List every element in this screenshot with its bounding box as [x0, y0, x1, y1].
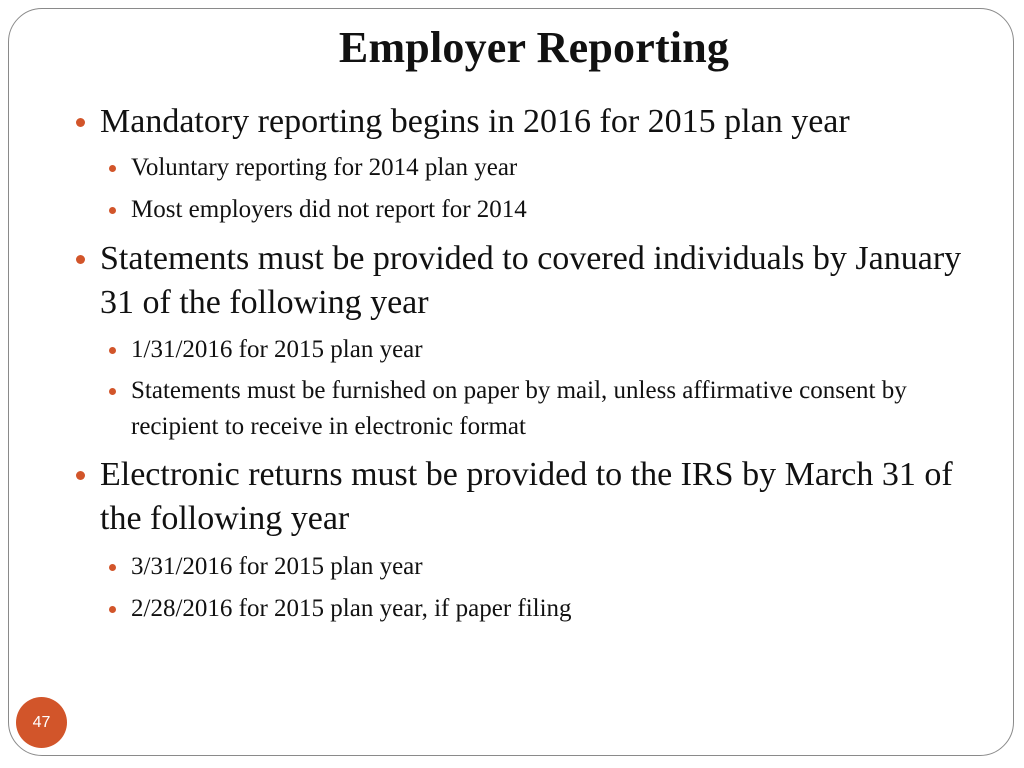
sub-bullet-text: Voluntary reporting for 2014 plan year — [131, 154, 518, 181]
bullet-item — [100, 453, 980, 541]
bullet-dot-icon — [109, 564, 116, 571]
bullet-dot-icon — [76, 118, 85, 127]
sub-bullet-text: 3/31/2016 for 2015 plan year — [131, 553, 423, 580]
sub-bullet-item — [131, 373, 981, 445]
bullet-dot-icon — [76, 471, 85, 480]
sub-bullet-text: Most employers did not report for 2014 — [131, 196, 527, 223]
bullet-dot-icon — [109, 347, 116, 354]
sub-bullet-item — [131, 192, 981, 228]
page-number-badge: 47 — [16, 697, 67, 748]
bullet-dot-icon — [109, 606, 116, 613]
bullet-item — [100, 237, 980, 325]
slide-title: Employer Reporting — [338, 23, 730, 72]
bullet-dot-icon — [109, 207, 116, 214]
sub-bullet-item — [131, 549, 981, 585]
bullet-dot-icon — [109, 165, 116, 172]
bullet-text: Mandatory reporting begins in 2016 for 2015 plan year — [100, 103, 850, 140]
sub-bullet-text: Statements must be furnished on paper by mail, unless affirmative consent by recipient to receive in electronic format — [131, 377, 907, 440]
bullet-dot-icon — [109, 388, 116, 395]
sub-bullet-text: 1/31/2016 for 2015 plan year — [131, 336, 423, 363]
sub-bullet-item — [131, 150, 981, 186]
bullet-text: Statements must be provided to covered individuals by January 31 of the following year — [100, 240, 962, 321]
bullet-item — [100, 100, 980, 144]
bullet-text: Electronic returns must be provided to the IRS by March 31 of the following year — [100, 456, 953, 537]
bullet-dot-icon — [76, 255, 85, 264]
sub-bullet-text: 2/28/2016 for 2015 plan year, if paper filing — [131, 595, 572, 622]
sub-bullet-item — [131, 591, 981, 627]
sub-bullet-item — [131, 332, 981, 368]
